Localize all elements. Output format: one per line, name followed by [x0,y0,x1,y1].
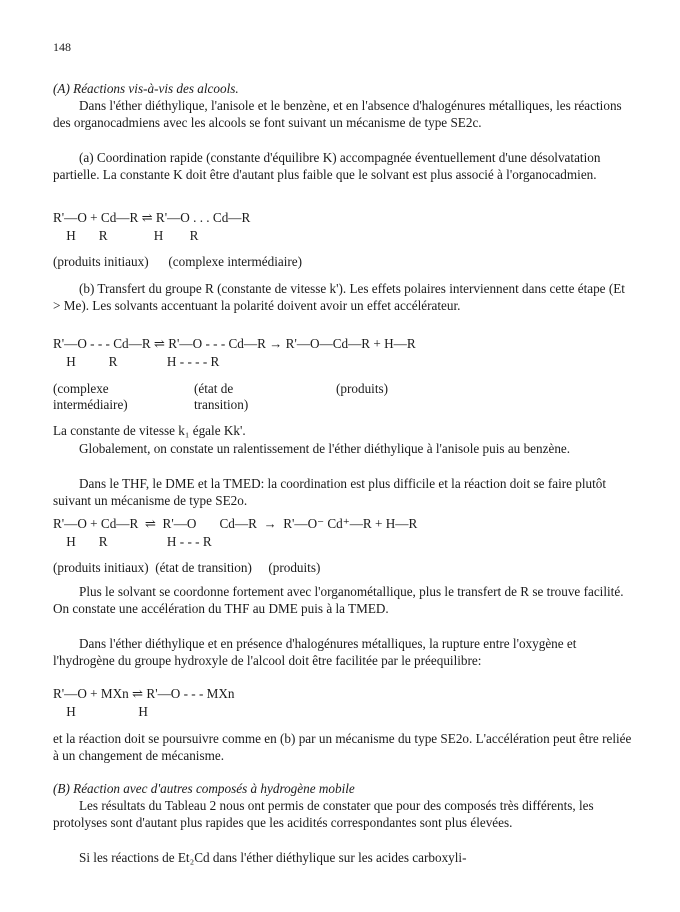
section-a-paragraph-6: Dans le THF, le DME et la TMED: la coordination est plus difficile et la réaction doit se faire plutôt suivant un mécanisme de type SE2o. [53,476,607,509]
page-number: 148 [53,40,71,54]
equation-2-label-complex: (complexe intermédiaire) [53,381,128,412]
section-b-paragraph-2: Si les réactions de Et₂Cd dans l'éther diéthylique sur les acides carboxyli- [79,850,467,865]
equation-2-main: R'—O - - - Cd—R ⇌ R'—O - - - Cd—R → R'—O—Cd—R + H—R [53,336,416,351]
equation-3-labels: (produits initiaux) (état de transition) (produits) [53,560,321,575]
equation-3-substituents: H R H - - - R [53,534,212,549]
equation-3-main: R'—O + Cd—R ⇌ R'—O Cd—R → R'—O⁻ Cd⁺—R + H—R [53,516,418,531]
equation-2-substituents: H R H - - - - R [53,354,220,369]
equation-2-label-transition: (état de transition) [194,381,249,412]
equation-2-label-products: (produits) [336,381,389,396]
section-a-paragraph-1: Dans l'éther diéthylique, l'anisole et le benzène, et en l'absence d'halogénures métalliques, les réactions des organocadmiens avec les alcools se font suivant un mécanisme de type SE2c. [53,98,622,131]
equation-4-main: R'—O + MXn ⇌ R'—O - - - MXn [53,686,235,701]
section-a-heading: (A) Réactions vis-à-vis des alcools. [53,81,239,96]
section-a-paragraph-9: et la réaction doit se poursuivre comme en (b) par un mécanisme du type SE2o. L'accélération peut être reliée à un changement de mécanisme. [53,731,632,764]
section-a-paragraph-8: Dans l'éther diéthylique et en présence d'halogénures métalliques, la rupture entre l'oxygène et l'hydrogène du groupe hydroxyle de l'alcool doit être facilitée par le préequilibre: [53,636,577,669]
section-b-heading: (B) Réaction avec d'autres composés à hydrogène mobile [53,781,355,796]
section-a-paragraph-3: (b) Transfert du groupe R (constante de vitesse k'). Les effets polaires interviennent dans cette étape (Et > Me). Les solvants accentuant la polarité doivent avoir un effet accélérateur. [53,281,625,314]
equation-1-main: R'—O + Cd—R ⇌ R'—O . . . Cd—R [53,210,251,225]
section-a-paragraph-7: Plus le solvant se coordonne fortement avec l'organométallique, plus le transfert de R se trouve facilité. On constate une accélération du THF au DME puis à la TMED. [53,584,624,617]
equation-1-substituents: H R H R [53,228,199,243]
section-b-paragraph-1: Les résultats du Tableau 2 nous ont permis de constater que pour des composés très différents, les protolyses sont d'autant plus rapides que les acidités correspondantes sont plus élevées. [53,798,594,831]
equation-1-labels: (produits initiaux) (complexe intermédiaire) [53,254,303,269]
rate-constant-line: La constante de vitesse k₁ égale Kk'. [53,423,246,438]
section-a-paragraph-2: (a) Coordination rapide (constante d'équilibre K) accompagnée éventuellement d'une désolvatation partielle. La constante K doit être d'autant plus faible que le solvant est plus associé à l'organocadmien. [53,150,601,183]
section-a-paragraph-5: Globalement, on constate un ralentissement de l'éther diéthylique à l'anisole puis au benzène. [79,441,571,456]
equation-4-substituents: H H [53,704,148,719]
